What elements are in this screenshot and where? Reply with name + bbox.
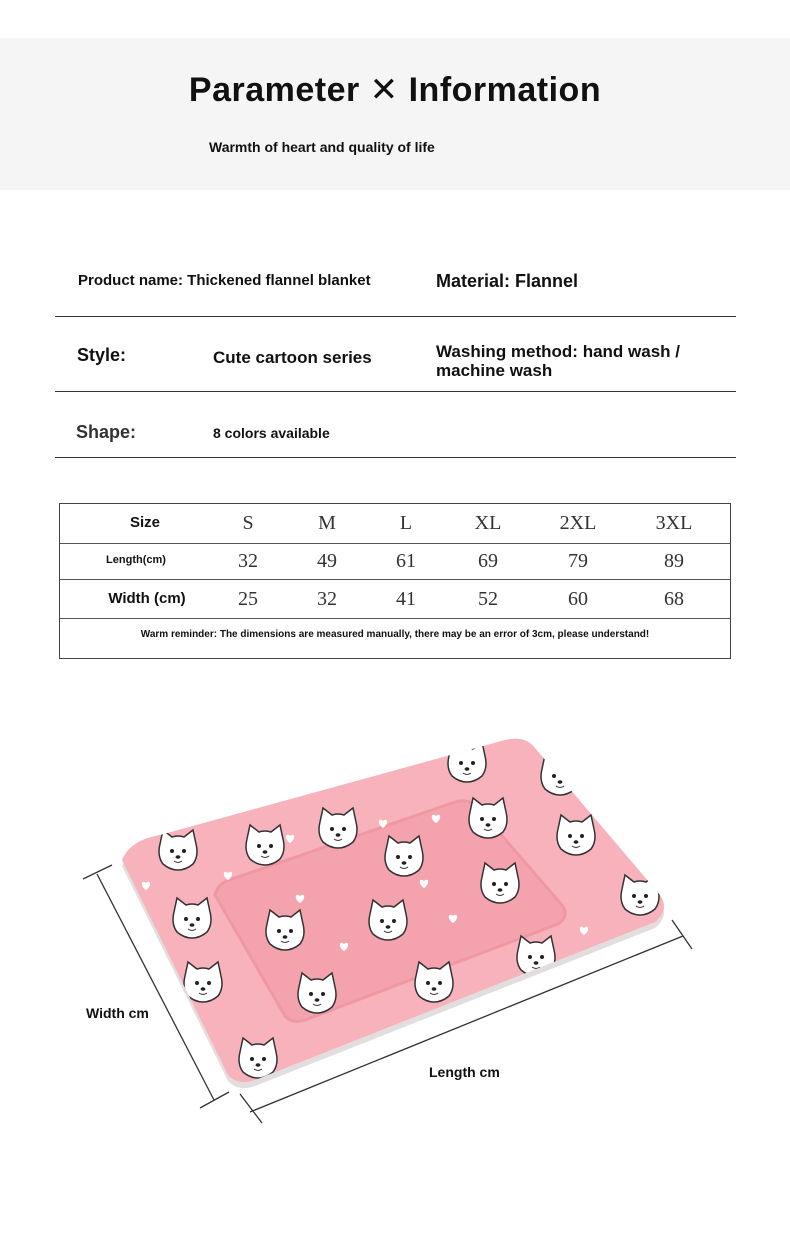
size-header-row: [60, 504, 730, 543]
length-cell: 32: [238, 550, 258, 572]
width-cell: 25: [238, 588, 258, 610]
washing-method: [436, 342, 726, 380]
info-divider: [55, 316, 736, 317]
washing-method-line2: machine wash: [436, 361, 553, 380]
length-label: Length(cm): [106, 554, 166, 566]
length-cell: 79: [568, 550, 588, 572]
size-cell: S: [242, 512, 254, 534]
length-cell: 49: [317, 550, 337, 572]
table-divider: [60, 618, 730, 619]
size-table: [59, 503, 731, 659]
warm-reminder: Warm reminder: The dimensions are measured manually, there may be an error of 3cm, please understand!: [140, 629, 650, 640]
style-value: Cute cartoon series: [213, 348, 372, 367]
size-cell: M: [318, 512, 336, 534]
style-label: Style:: [77, 345, 127, 365]
washing-method-line1: Washing method: hand wash /: [436, 342, 680, 361]
length-cell: 89: [664, 550, 684, 572]
product-name: Product name: Thickened flannel blanket: [78, 272, 371, 289]
info-divider: [55, 391, 736, 392]
shape-value: 8 colors available: [213, 425, 330, 441]
header-banner: [0, 38, 790, 190]
length-dimension-label: Length cm: [429, 1064, 500, 1080]
size-cell: 2XL: [559, 512, 597, 534]
width-row: [60, 580, 730, 618]
width-cell: 52: [478, 588, 498, 610]
width-cell: 41: [396, 588, 416, 610]
width-cell: 60: [568, 588, 588, 610]
shape-label: Shape:: [76, 422, 137, 442]
page-title: Parameter ✕ Information: [188, 71, 602, 109]
length-cell: 61: [396, 550, 416, 572]
material: Material: Flannel: [436, 271, 579, 291]
blanket-illustration: [0, 690, 790, 1170]
size-cell: 3XL: [655, 512, 693, 534]
page-subtitle: Warmth of heart and quality of life: [209, 139, 435, 155]
width-cell: 68: [664, 588, 684, 610]
length-cell: 69: [478, 550, 498, 572]
size-cell: XL: [474, 512, 502, 534]
width-cell: 32: [317, 588, 337, 610]
width-label: Width (cm): [108, 590, 186, 607]
width-dimension-label: Width cm: [86, 1005, 149, 1021]
size-header-label: Size: [129, 514, 160, 531]
length-row: [60, 544, 730, 579]
blanket-image: [0, 690, 790, 1170]
info-divider: [55, 457, 736, 458]
size-cell: L: [399, 512, 413, 534]
